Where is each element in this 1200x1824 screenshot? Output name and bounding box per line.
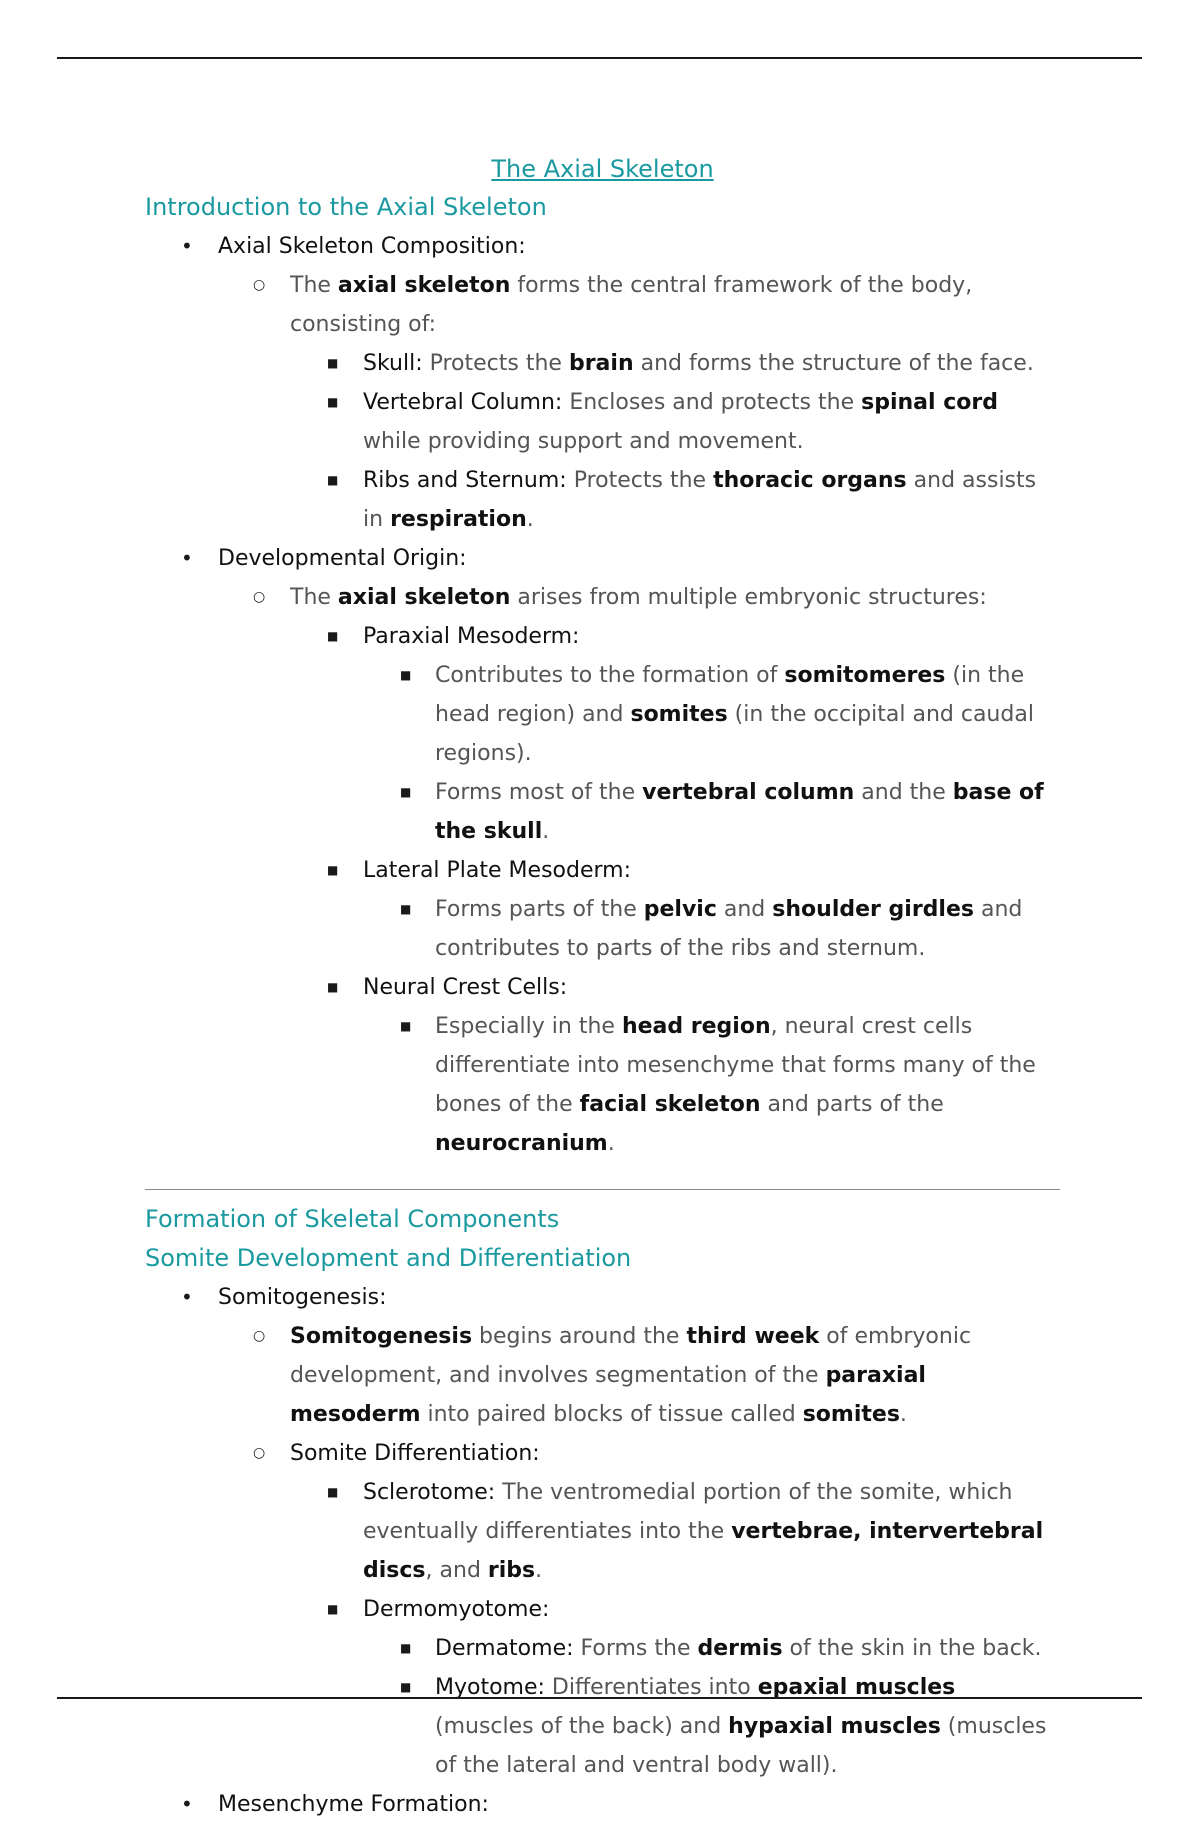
item-text: (in the head region) and — [435, 663, 1025, 727]
circle-bullet-icon: ○ — [253, 277, 266, 293]
item-bold: spinal cord — [861, 390, 998, 415]
top-rule — [57, 57, 1142, 59]
item-text: forms the central framework of the body, consisting of: — [290, 273, 973, 337]
item-label: Dermatome: — [435, 1636, 574, 1661]
list-item — [145, 578, 1060, 617]
list-item — [145, 344, 1060, 383]
item-bold: dermis — [697, 1636, 783, 1661]
item-bold: third week — [686, 1324, 820, 1349]
list-item — [145, 1590, 1060, 1629]
item-bold: shoulder girdles — [772, 897, 974, 922]
formation-heading: Formation of Skeletal Components — [145, 1205, 560, 1233]
item-label: Mesenchyme Formation: — [218, 1792, 489, 1817]
item-text: and the — [854, 780, 953, 805]
item-label: Paraxial Mesoderm: — [363, 624, 580, 649]
square-bullet-icon: ■ — [400, 1641, 412, 1655]
item-bold: paraxial mesoderm — [290, 1363, 926, 1427]
list-item — [145, 1473, 1060, 1590]
item-text: . — [542, 819, 550, 844]
item-bold: brain — [568, 351, 634, 376]
intro-heading: Introduction to the Axial Skeleton — [145, 193, 547, 221]
item-bold: epaxial muscles — [757, 1675, 956, 1700]
item-label: Somite Differentiation: — [290, 1441, 540, 1466]
item-bold: ribs — [487, 1558, 536, 1583]
item-label: Dermomyotome: — [363, 1597, 550, 1622]
item-text: (muscles of the back) and — [435, 1714, 729, 1739]
item-text: The ventromedial portion of the somite, which eventually differentiates into the — [363, 1480, 1013, 1544]
item-text: Differentiates into — [544, 1675, 758, 1700]
square-bullet-icon: ■ — [327, 1602, 339, 1616]
item-bold: pelvic — [643, 897, 717, 922]
item-text: of embryonic development, and involves segmentation of the — [290, 1324, 972, 1388]
list-item — [145, 539, 1060, 578]
item-text: . — [526, 507, 534, 532]
item-text: Encloses and protects the — [562, 390, 862, 415]
item-label: Neural Crest Cells: — [363, 975, 568, 1000]
square-bullet-icon: ■ — [327, 629, 339, 643]
item-text: Especially in the — [435, 1014, 622, 1039]
square-bullet-icon: ■ — [327, 1485, 339, 1499]
item-text: The — [290, 273, 338, 298]
item-bold: respiration — [390, 507, 527, 532]
item-bold: vertebral column — [642, 780, 855, 805]
item-bold: somitomeres — [784, 663, 946, 688]
square-bullet-icon: ■ — [327, 863, 339, 877]
item-bold: head region — [621, 1014, 771, 1039]
item-text: begins around the — [472, 1324, 687, 1349]
item-text: and forms the structure of the face. — [633, 351, 1034, 376]
item-text: and assists in — [363, 468, 1037, 532]
square-bullet-icon: ■ — [400, 1680, 412, 1694]
bullet-icon: • — [181, 1792, 193, 1816]
item-text: Forms parts of the — [435, 897, 644, 922]
list-item — [145, 1434, 1060, 1473]
item-bold: somites — [802, 1402, 900, 1427]
bottom-rule — [57, 1697, 1142, 1699]
somite-heading: Somite Development and Differentiation — [145, 1244, 632, 1272]
item-text: into paired blocks of tissue called — [420, 1402, 803, 1427]
item-text: . — [535, 1558, 543, 1583]
item-label: Ribs and Sternum: — [363, 468, 567, 493]
document-title: The Axial Skeleton — [491, 155, 714, 183]
list-item — [145, 266, 1060, 344]
item-text: of the skin in the back. — [782, 1636, 1042, 1661]
bullet-icon: • — [181, 546, 193, 570]
item-text: and parts of the — [760, 1092, 944, 1117]
list-item — [145, 383, 1060, 461]
list-item — [145, 1317, 1060, 1434]
somite-list — [145, 1278, 1060, 1824]
square-bullet-icon: ■ — [400, 1019, 412, 1033]
item-text: arises from multiple embryonic structures: — [510, 585, 987, 610]
list-item — [145, 656, 1060, 773]
bullet-icon: • — [181, 1285, 193, 1309]
item-bold: axial skeleton — [337, 273, 511, 298]
square-bullet-icon: ■ — [400, 785, 412, 799]
item-bold: facial skeleton — [579, 1092, 761, 1117]
list-item — [145, 773, 1060, 851]
item-bold: axial skeleton — [337, 585, 511, 610]
item-label: Somitogenesis: — [218, 1285, 387, 1310]
list-item — [145, 851, 1060, 890]
item-text: . — [899, 1402, 907, 1427]
item-label: Skull: — [363, 351, 423, 376]
list-item — [145, 1785, 1060, 1824]
item-text: and contributes to parts of the ribs and sternum. — [435, 897, 1023, 961]
square-bullet-icon: ■ — [327, 395, 339, 409]
item-bold: thoracic organs — [713, 468, 907, 493]
list-item — [145, 1278, 1060, 1317]
item-text: Contributes to the formation of — [435, 663, 785, 688]
list-item — [145, 1629, 1060, 1668]
item-text: , and — [425, 1558, 488, 1583]
circle-bullet-icon: ○ — [253, 589, 266, 605]
item-text: . — [607, 1131, 615, 1156]
item-text: (in the occipital and caudal regions). — [435, 702, 1034, 766]
item-label: Vertebral Column: — [363, 390, 563, 415]
intro-list — [145, 227, 1060, 1163]
list-item — [145, 461, 1060, 539]
item-text: while providing support and movement. — [363, 429, 804, 454]
item-bold: base of the skull — [435, 780, 1044, 844]
document-body — [145, 150, 1060, 1824]
item-bold: vertebrae, intervertebral discs — [363, 1519, 1044, 1583]
list-item — [145, 227, 1060, 266]
item-label: Myotome: — [435, 1675, 545, 1700]
list-item — [145, 890, 1060, 968]
item-text: (muscles of the lateral and ventral body wall). — [435, 1714, 1047, 1778]
item-text: The — [290, 585, 338, 610]
circle-bullet-icon: ○ — [253, 1445, 266, 1461]
item-text: , neural crest cells differentiate into mesenchyme that forms many of the bones of the — [435, 1014, 1036, 1117]
square-bullet-icon: ■ — [327, 473, 339, 487]
item-label: Sclerotome: — [363, 1480, 496, 1505]
item-text: Protects the — [422, 351, 569, 376]
item-text: and — [716, 897, 773, 922]
square-bullet-icon: ■ — [400, 668, 412, 682]
item-bold: neurocranium — [435, 1131, 608, 1156]
section-divider — [145, 1189, 1060, 1190]
square-bullet-icon: ■ — [400, 902, 412, 916]
list-item — [145, 968, 1060, 1007]
list-item — [145, 1007, 1060, 1163]
item-bold: somites — [630, 702, 728, 727]
item-text: Protects the — [566, 468, 714, 493]
item-text: Forms the — [573, 1636, 698, 1661]
list-item — [145, 617, 1060, 656]
item-label: Lateral Plate Mesoderm: — [363, 858, 631, 883]
item-bold: Somitogenesis — [290, 1324, 473, 1349]
item-text: Forms most of the — [435, 780, 643, 805]
square-bullet-icon: ■ — [327, 356, 339, 370]
square-bullet-icon: ■ — [327, 980, 339, 994]
item-bold: hypaxial muscles — [728, 1714, 941, 1739]
item-label: Axial Skeleton Composition: — [218, 234, 526, 259]
list-item — [145, 1668, 1060, 1785]
bullet-icon: • — [181, 234, 193, 258]
item-label: Developmental Origin: — [218, 546, 467, 571]
circle-bullet-icon: ○ — [253, 1328, 266, 1344]
